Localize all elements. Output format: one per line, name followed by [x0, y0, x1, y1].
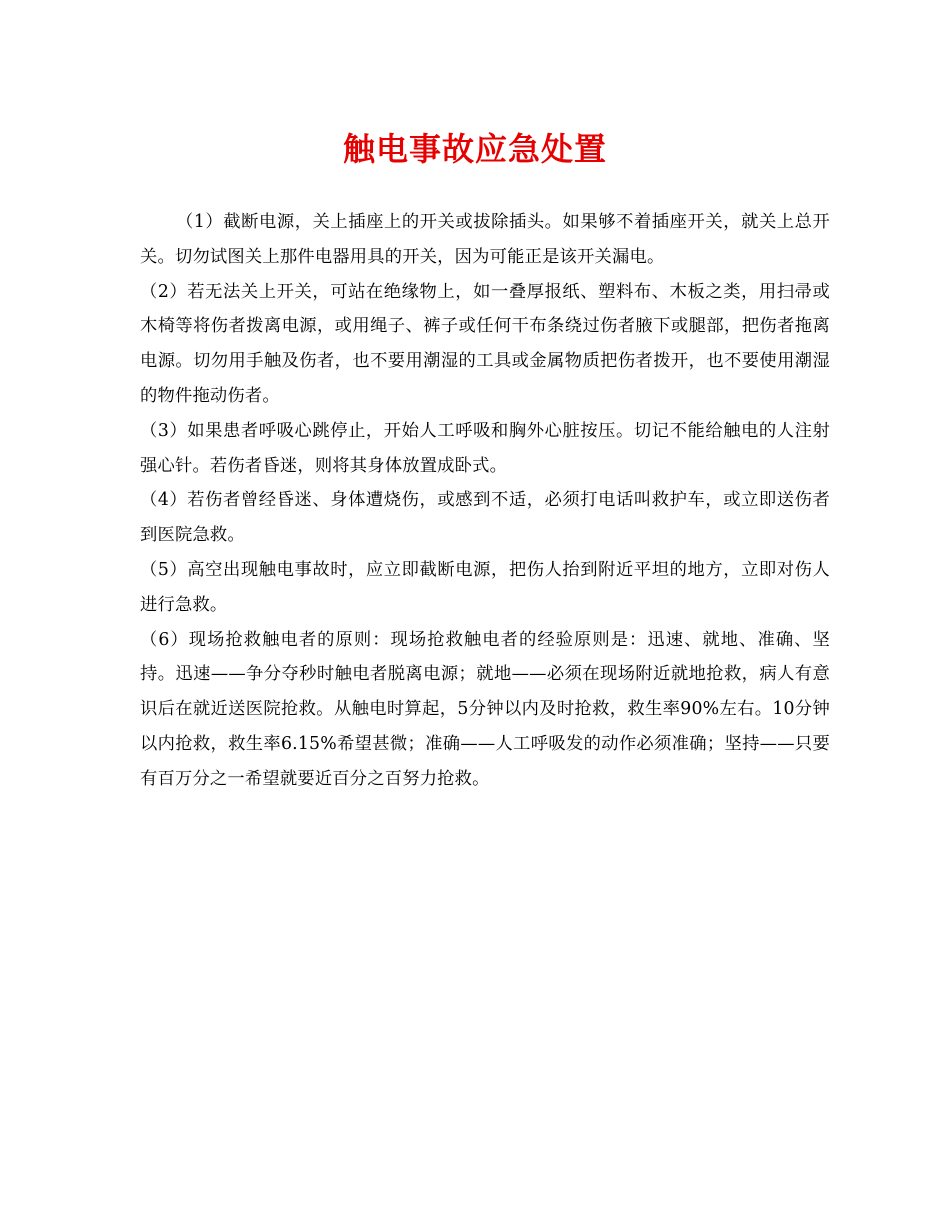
document-body	[140, 205, 830, 797]
paragraph-5: （5）高空出现触电事故时，应立即截断电源，把伤人抬到附近平坦的地方，立即对伤人进行急救。	[140, 559, 830, 615]
document-title: 触电事故应急处置	[342, 130, 607, 168]
paragraph-4: （4）若伤者曾经昏迷、身体遭烧伤，或感到不适，必须打电话叫救护车，或立即送伤者到医院急救。	[140, 490, 830, 546]
paragraph-1: （1）截断电源，关上插座上的开关或拔除插头。如果够不着插座开关，就关上总开关。切勿试图关上那件电器用具的开关，因为可能正是该开关漏电。	[140, 212, 830, 267]
paragraph-2: （2）若无法关上开关，可站在绝缘物上，如一叠厚报纸、塑料布、木板之类，用扫帚或木椅等将伤者拨离电源，或用绳子、裤子或任何干布条绕过伤者腋下或腿部，把伤者拖离电源。切勿用手触及伤者，也不要用潮湿的工具或金属物质把伤者拨开，也不要使用潮湿的物件拖动伤者。	[140, 281, 830, 406]
paragraph-6: （6）现场抢救触电者的原则：现场抢救触电者的经验原则是：迅速、就地、准确、坚持。迅速——争分夺秒时触电者脱离电源；就地——必须在现场附近就地抢救，病人有意识后在就近送医院抢救。从触电时算起，5分钟以内及时抢救，救生率90%左右。10分钟以内抢救，救生率6.15%希望甚微；准确——人工呼吸发的动作必须准确；坚持——只要有百万分之一希望就要近百分之百努力抢救。	[140, 629, 830, 789]
paragraph-3: （3）如果患者呼吸心跳停止，开始人工呼吸和胸外心脏按压。切记不能给触电的人注射强心针。若伤者昏迷，则将其身体放置成卧式。	[140, 420, 830, 476]
